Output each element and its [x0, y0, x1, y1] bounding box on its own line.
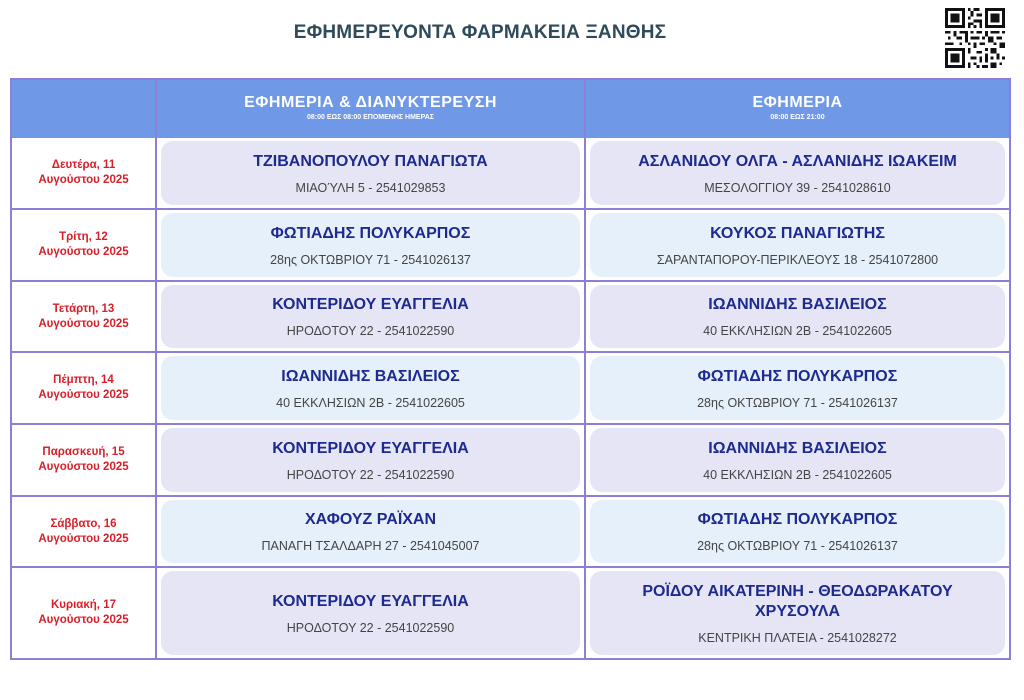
pharmacy-address: 28ης ΟΚΤΩΒΡΙΟΥ 71 - 2541026137: [697, 539, 898, 553]
overnight-cell: [155, 568, 584, 658]
row-date: [12, 353, 155, 423]
table-row: [12, 353, 1009, 425]
row-month-year: Αυγούστου 2025: [38, 317, 129, 330]
table-row: [12, 138, 1009, 210]
day-shift-cell: [584, 497, 1009, 566]
row-date: [12, 282, 155, 351]
row-day: Τρίτη, 12: [59, 231, 108, 243]
header-overnight: [155, 80, 584, 138]
pharmacy-name: ΙΩΑΝΝΙΔΗΣ ΒΑΣΙΛΕΙΟΣ: [281, 367, 460, 385]
pharmacy-name: ΙΩΑΝΝΙΔΗΣ ΒΑΣΙΛΕΙΟΣ: [708, 439, 887, 457]
row-day: Σάββατο, 16: [50, 517, 117, 530]
table-row: [12, 568, 1009, 658]
row-month-year: Αυγούστου 2025: [38, 246, 129, 258]
table-row: [12, 425, 1009, 497]
row-day: Κυριακή, 17: [50, 599, 116, 611]
day-shift-cell: [584, 138, 1009, 208]
pharmacy-name: ΙΩΑΝΝΙΔΗΣ ΒΑΣΙΛΕΙΟΣ: [708, 296, 887, 313]
row-day: Τετάρτη, 13: [52, 302, 115, 315]
pharmacy-address: ΗΡΟΔΟΤΟΥ 22 - 2541022590: [286, 620, 455, 635]
overnight-cell: [155, 282, 584, 351]
table-row: [12, 282, 1009, 353]
row-month-year: Αυγούστου 2025: [38, 532, 129, 545]
overnight-cell: [155, 353, 584, 423]
row-month-year: Αυγούστου 2025: [38, 461, 129, 473]
row-day: Πέμπτη, 14: [53, 374, 114, 386]
header-day-shift-title: ΕΦΗΜΕΡΙΑ: [752, 94, 843, 111]
row-date: [12, 210, 155, 280]
pharmacy-name: ΧΑΦΟΥΖ ΡΑΪΧΑΝ: [304, 511, 437, 528]
table-row: [12, 497, 1009, 568]
pharmacy-address: ΜΙΑΟΎΛΗ 5 - 2541029853: [295, 180, 446, 195]
header-empty-cell: [12, 80, 155, 138]
header-overnight-subtitle: 08:00 ΕΩΣ 08:00 ΕΠΟΜΕΝΗΣ ΗΜΕΡΑΣ: [306, 114, 434, 121]
row-date: [12, 497, 155, 566]
header-day-shift-subtitle: 08:00 ΕΩΣ 21:00: [770, 114, 825, 121]
pharmacy-address: 40 ΕΚΚΛΗΣΙΩΝ 2Β - 2541022605: [703, 467, 892, 482]
pharmacy-schedule-table: [10, 78, 1011, 660]
pharmacy-name: ΡΟΪΔΟΥ ΑΙΚΑΤΕΡΙΝΗ - ΘΕΟΔΩΡΑΚΑΤΟΥ ΧΡΥΣΟΥΛΑ: [642, 582, 953, 620]
pharmacy-name: ΚΟΥΚΟΣ ΠΑΝΑΓΙΩΤΗΣ: [710, 224, 885, 242]
pharmacy-address: 40 ΕΚΚΛΗΣΙΩΝ 2Β - 2541022605: [276, 395, 465, 410]
row-date: [12, 425, 155, 495]
day-shift-cell: [584, 568, 1009, 658]
pharmacy-name: ΑΣΛΑΝΙΔΟΥ ΟΛΓΑ - ΑΣΛΑΝΙΔΗΣ ΙΩΑΚΕΙΜ: [638, 152, 957, 170]
table-header: [12, 80, 1009, 140]
header-overnight-title: ΕΦΗΜΕΡΙΑ & ΔΙΑΝΥΚΤΕΡΕΥΣΗ: [244, 94, 497, 111]
pharmacy-address: ΣΑΡΑΝΤΑΠΟΡΟΥ-ΠΕΡΙΚΛΕΟΥΣ 18 - 2541072800: [656, 252, 939, 267]
pharmacy-name: ΦΩΤΙΑΔΗΣ ΠΟΛΥΚΑΡΠΟΣ: [270, 224, 471, 242]
row-month-year: Αυγούστου 2025: [38, 389, 129, 401]
pharmacy-name: ΚΟΝΤΕΡΙΔΟΥ ΕΥΑΓΓΕΛΙΑ: [272, 296, 469, 313]
overnight-cell: [155, 425, 584, 495]
pharmacy-address: 40 ΕΚΚΛΗΣΙΩΝ 2Β - 2541022605: [703, 324, 892, 338]
pharmacy-address: 28ης ΟΚΤΩΒΡΙΟΥ 71 - 2541026137: [270, 252, 471, 267]
day-shift-cell: [584, 210, 1009, 280]
row-date: [12, 138, 155, 208]
row-date: [12, 568, 155, 658]
day-shift-cell: [584, 353, 1009, 423]
row-month-year: Αυγούστου 2025: [38, 614, 129, 626]
pharmacy-name: ΤΖΙΒΑΝΟΠΟΥΛΟΥ ΠΑΝΑΓΙΩΤΑ: [253, 152, 488, 170]
qr-code-icon: [944, 8, 1006, 68]
pharmacy-address: ΚΕΝΤΡΙΚΗ ΠΛΑΤΕΙΑ - 2541028272: [698, 630, 897, 645]
row-day: Παρασκευή, 15: [42, 446, 125, 458]
pharmacy-name: ΦΩΤΙΑΔΗΣ ΠΟΛΥΚΑΡΠΟΣ: [697, 511, 898, 528]
table-row: [12, 210, 1009, 282]
pharmacy-address: ΗΡΟΔΟΤΟΥ 22 - 2541022590: [286, 324, 455, 338]
pharmacy-address: 28ης ΟΚΤΩΒΡΙΟΥ 71 - 2541026137: [697, 395, 898, 410]
header-day-shift: [584, 80, 1009, 138]
row-day: Δευτέρα, 11: [51, 159, 116, 171]
pharmacy-name: ΚΟΝΤΕΡΙΔΟΥ ΕΥΑΓΓΕΛΙΑ: [272, 439, 469, 457]
overnight-cell: [155, 497, 584, 566]
overnight-cell: [155, 138, 584, 208]
overnight-cell: [155, 210, 584, 280]
row-month-year: Αυγούστου 2025: [38, 174, 129, 186]
day-shift-cell: [584, 282, 1009, 351]
pharmacy-name: ΦΩΤΙΑΔΗΣ ΠΟΛΥΚΑΡΠΟΣ: [697, 367, 898, 385]
day-shift-cell: [584, 425, 1009, 495]
pharmacy-address: ΗΡΟΔΟΤΟΥ 22 - 2541022590: [286, 467, 455, 482]
page-title: ΕΦΗΜΕΡΕΥΟΝΤΑ ΦΑΡΜΑΚΕΙΑ ΞΑΝΘΗΣ: [293, 22, 667, 43]
pharmacy-name: ΚΟΝΤΕΡΙΔΟΥ ΕΥΑΓΓΕΛΙΑ: [272, 592, 469, 610]
pharmacy-address: ΜΕΣΟΛΟΓΓΙΟΥ 39 - 2541028610: [704, 180, 891, 195]
pharmacy-address: ΠΑΝΑΓΗ ΤΣΑΛΔΑΡΗ 27 - 2541045007: [261, 539, 480, 553]
